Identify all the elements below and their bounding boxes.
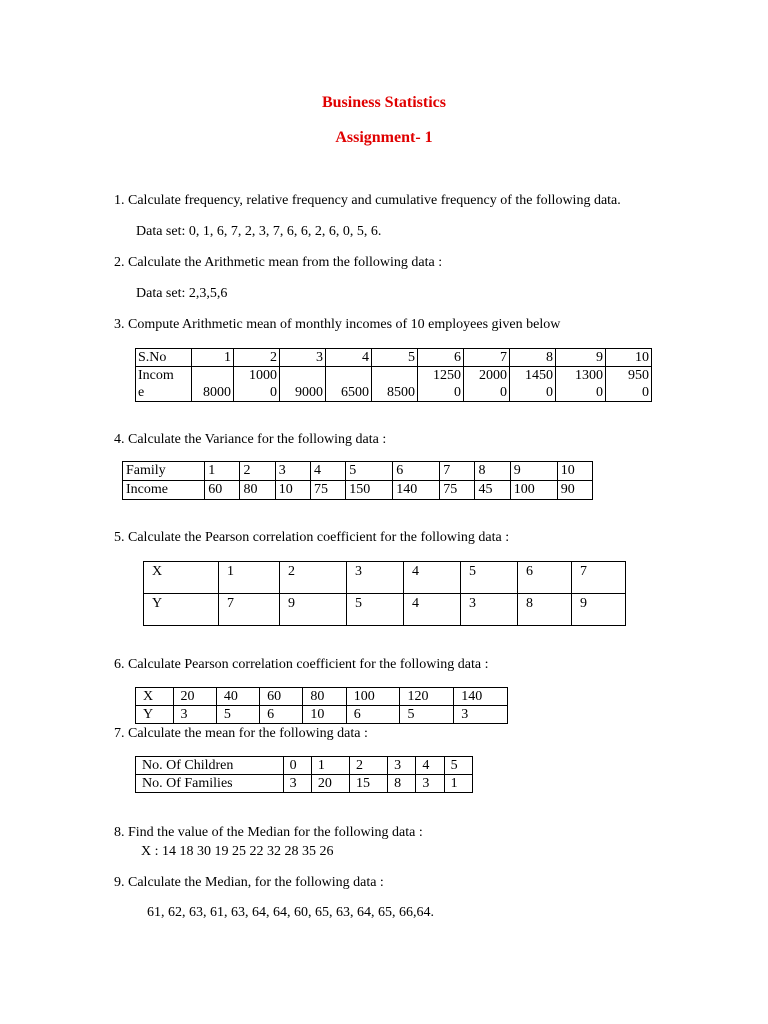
table-cell: 75 xyxy=(310,481,345,500)
table-cell: 1450 0 xyxy=(510,367,556,402)
question-1: 1. Calculate frequency, relative frequency and cumulative frequency of the following data. xyxy=(114,193,621,208)
table-cell: 150 xyxy=(346,481,393,500)
table-cell: 2 xyxy=(349,757,387,775)
table-cell: 5 xyxy=(444,757,472,775)
table-cell: 5 xyxy=(347,594,404,626)
table-cell: Y xyxy=(144,594,219,626)
table-cell: 6 xyxy=(346,706,400,724)
table-cell: 90 xyxy=(557,481,592,500)
table-row xyxy=(136,706,508,724)
table-cell: 2000 0 xyxy=(464,367,510,402)
question-1-data: Data set: 0, 1, 6, 7, 2, 3, 7, 6, 6, 2, 6, 0, 5, 6. xyxy=(136,224,382,239)
table-cell: 3 xyxy=(461,594,518,626)
table-cell: 20 xyxy=(173,688,216,706)
table-cell: 5 xyxy=(216,706,259,724)
table-cell: No. Of Children xyxy=(136,757,284,775)
table-cell: 20 xyxy=(311,775,349,793)
table-cell: 6 xyxy=(260,706,303,724)
table-cell: 140 xyxy=(454,688,508,706)
table-cell: 80 xyxy=(303,688,346,706)
table-cell: 950 0 xyxy=(606,367,652,402)
table-cell: 1000 0 xyxy=(234,367,280,402)
table-cell: 9000 xyxy=(280,367,326,402)
table-cell: 1 xyxy=(444,775,472,793)
table-cell: 1 xyxy=(311,757,349,775)
table-cell: 100 xyxy=(346,688,400,706)
question-3: 3. Compute Arithmetic mean of monthly incomes of 10 employees given below xyxy=(114,317,561,332)
question-8-data: X : 14 18 30 19 25 22 32 28 35 26 xyxy=(141,844,334,859)
table-cell: 75 xyxy=(440,481,475,500)
table-cell: 5 xyxy=(372,349,418,367)
table-cell: 3 xyxy=(347,562,404,594)
table-cell: 5 xyxy=(461,562,518,594)
table-cell: 4 xyxy=(326,349,372,367)
document-title: Business Statistics xyxy=(321,94,447,111)
table-cell: 3 xyxy=(416,775,444,793)
table-cell: Y xyxy=(136,706,174,724)
table-cell: Family xyxy=(123,462,205,481)
table-cell: 0 xyxy=(283,757,311,775)
question-9: 9. Calculate the Median, for the following data : xyxy=(114,875,384,890)
question-6: 6. Calculate Pearson correlation coefficient for the following data : xyxy=(114,657,489,672)
table-cell: 1250 0 xyxy=(418,367,464,402)
table-cell: Incom e xyxy=(136,367,192,402)
table-cell: 3 xyxy=(173,706,216,724)
table-cell: 80 xyxy=(240,481,275,500)
table-cell: 4 xyxy=(404,562,461,594)
table-cell: 9 xyxy=(280,594,347,626)
table-cell: 8 xyxy=(518,594,572,626)
question-7: 7. Calculate the mean for the following data : xyxy=(114,726,368,741)
table-row xyxy=(136,757,473,775)
pearson-table-1 xyxy=(143,561,626,626)
table-cell: 8 xyxy=(510,349,556,367)
table-cell: 60 xyxy=(260,688,303,706)
question-8: 8. Find the value of the Median for the following data : xyxy=(114,825,423,840)
table-cell: 8 xyxy=(388,775,416,793)
table-cell: 3 xyxy=(454,706,508,724)
table-cell: 45 xyxy=(475,481,510,500)
table-cell: X xyxy=(144,562,219,594)
table-cell: 10 xyxy=(606,349,652,367)
table-cell: 1300 0 xyxy=(556,367,606,402)
table-cell: 9 xyxy=(556,349,606,367)
table-cell: 7 xyxy=(572,562,626,594)
table-row xyxy=(136,367,652,402)
table-cell: 2 xyxy=(280,562,347,594)
table-row xyxy=(136,349,652,367)
table-cell: Income xyxy=(123,481,205,500)
table-cell: 6 xyxy=(518,562,572,594)
table-cell: 6 xyxy=(393,462,440,481)
document-subtitle: Assignment- 1 xyxy=(335,129,433,146)
table-cell: 9 xyxy=(510,462,557,481)
table-cell: 10 xyxy=(303,706,346,724)
table-cell: 6 xyxy=(418,349,464,367)
table-cell: 1 xyxy=(192,349,234,367)
mean-table xyxy=(135,756,473,793)
question-5: 5. Calculate the Pearson correlation coefficient for the following data : xyxy=(114,530,510,545)
table-row xyxy=(136,775,473,793)
table-cell: 3 xyxy=(283,775,311,793)
table-row xyxy=(123,481,593,500)
table-row xyxy=(123,462,593,481)
table-cell: 5 xyxy=(346,462,393,481)
table-cell: 1 xyxy=(205,462,240,481)
table-cell: 7 xyxy=(219,594,280,626)
question-4: 4. Calculate the Variance for the following data : xyxy=(114,432,387,447)
table-row xyxy=(144,562,626,594)
table-cell: X xyxy=(136,688,174,706)
table-cell: 60 xyxy=(205,481,240,500)
table-cell: 5 xyxy=(400,706,454,724)
table-cell: 1 xyxy=(219,562,280,594)
table-cell: 3 xyxy=(280,349,326,367)
table-cell: 7 xyxy=(440,462,475,481)
table-cell: 10 xyxy=(557,462,592,481)
table-cell: 40 xyxy=(216,688,259,706)
table-cell: 140 xyxy=(393,481,440,500)
table-cell: 2 xyxy=(240,462,275,481)
table-cell: 4 xyxy=(404,594,461,626)
question-9-data: 61, 62, 63, 61, 63, 64, 64, 60, 65, 63, 64, 65, 66,64. xyxy=(147,905,434,920)
table-cell: 8000 xyxy=(192,367,234,402)
table-cell: S.No xyxy=(136,349,192,367)
table-cell: 100 xyxy=(510,481,557,500)
table-cell: 120 xyxy=(400,688,454,706)
table-cell: 7 xyxy=(464,349,510,367)
table-cell: 10 xyxy=(275,481,310,500)
table-cell: 15 xyxy=(349,775,387,793)
table-cell: No. Of Families xyxy=(136,775,284,793)
table-cell: 2 xyxy=(234,349,280,367)
table-cell: 8 xyxy=(475,462,510,481)
variance-table xyxy=(122,461,593,500)
table-row xyxy=(136,688,508,706)
table-cell: 4 xyxy=(310,462,345,481)
table-row xyxy=(144,594,626,626)
table-cell: 8500 xyxy=(372,367,418,402)
question-2: 2. Calculate the Arithmetic mean from the following data : xyxy=(114,255,443,270)
pearson-table-2 xyxy=(135,687,508,724)
table-cell: 4 xyxy=(416,757,444,775)
table-cell: 3 xyxy=(388,757,416,775)
income-table xyxy=(135,348,652,402)
table-cell: 3 xyxy=(275,462,310,481)
table-cell: 6500 xyxy=(326,367,372,402)
table-cell: 9 xyxy=(572,594,626,626)
question-2-data: Data set: 2,3,5,6 xyxy=(136,286,228,301)
